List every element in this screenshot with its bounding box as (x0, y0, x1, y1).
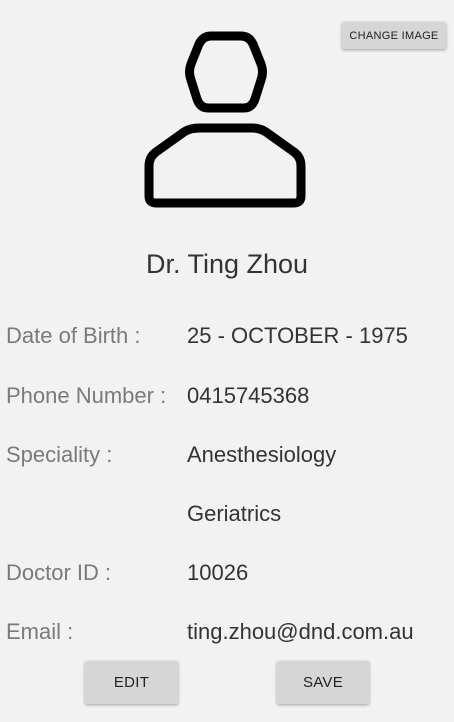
speciality-value-2: Geriatrics (187, 501, 282, 526)
date-of-birth-label: Date of Birth : (6, 323, 141, 348)
edit-button[interactable]: EDIT (85, 661, 178, 704)
email-value: ting.zhou@dnd.com.au (187, 619, 414, 644)
save-button[interactable]: SAVE (277, 661, 369, 704)
speciality-value-1: Anesthesiology (187, 442, 337, 467)
speciality-label: Speciality : (6, 442, 113, 467)
phone-number-label: Phone Number : (6, 383, 167, 408)
change-image-button[interactable]: CHANGE IMAGE (342, 22, 446, 49)
email-label: Email : (6, 619, 74, 644)
person-outline-icon (142, 28, 308, 212)
doctor-id-label: Doctor ID : (6, 560, 112, 585)
doctor-id-value: 10026 (187, 560, 249, 585)
doctor-name: Dr. Ting Zhou (145, 249, 309, 279)
date-of-birth-value: 25 - OCTOBER - 1975 (187, 323, 408, 348)
phone-number-value: 0415745368 (187, 383, 310, 408)
